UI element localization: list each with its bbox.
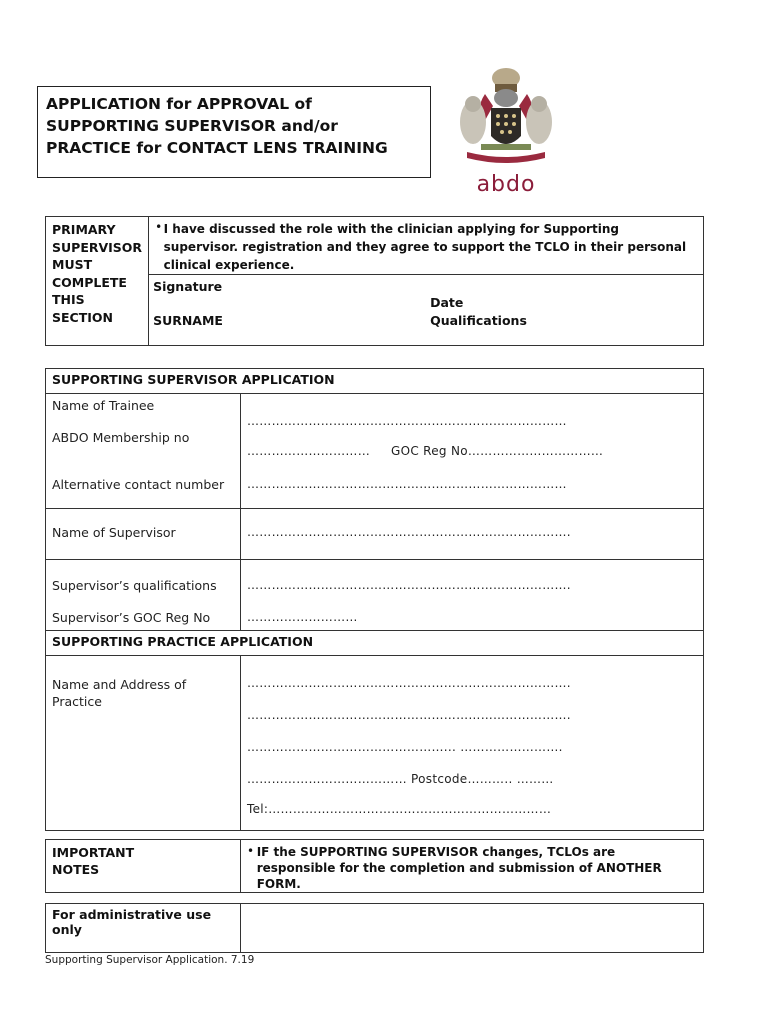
footer-version: Supporting Supervisor Application. 7.19: [45, 954, 255, 966]
admin-label-cell: [46, 904, 241, 953]
supervisor-name-field[interactable]: …………………………………………………………………….: [247, 525, 571, 539]
practice-postcode-line[interactable]: ………………………………… Postcode……….. ………: [247, 772, 554, 786]
supervisor-name-label: Name of Supervisor: [52, 525, 176, 540]
notes-label-cell: [46, 840, 241, 893]
abdo-coat-of-arms-icon: [455, 64, 557, 172]
alt-contact-field[interactable]: ……………………………………………………………………: [247, 477, 567, 491]
admin-use-label: For administrative use only: [52, 907, 212, 937]
membership-label: ABDO Membership no: [52, 430, 190, 445]
notes-text-cell: [241, 840, 704, 893]
supervisor-name-label-cell: [46, 509, 241, 560]
trainee-name-field[interactable]: ……………………………………………………………………: [247, 414, 567, 428]
practice-tel-line[interactable]: Tel:……………………………………………………………: [247, 802, 552, 816]
practice-address-line-1[interactable]: …………………………………………………………………….: [247, 676, 571, 690]
goc-reg-field[interactable]: GOC Reg No……………………………: [391, 444, 604, 458]
trainee-name-label: Name of Trainee: [52, 398, 155, 413]
supervisor-qual-label: Supervisor’s qualifications: [52, 578, 217, 593]
practice-values-cell: [241, 656, 704, 831]
practice-address-line-3[interactable]: …………………………………………... …………………….: [247, 740, 563, 754]
practice-address-label: Name and Address of Practice: [52, 677, 187, 709]
supervisor-application-heading: SUPPORTING SUPERVISOR APPLICATION: [52, 372, 335, 387]
practice-address-line-2[interactable]: …………………………………………………………………….: [247, 708, 571, 722]
surname-label: SURNAME: [153, 313, 223, 328]
trainee-values-cell: [241, 394, 704, 509]
important-notes-label: IMPORTANT NOTES: [52, 845, 135, 877]
supervisor-application-section: [45, 368, 704, 831]
date-label: Date: [430, 295, 464, 310]
primary-signature-cell: [149, 275, 704, 346]
bullet-icon: •: [247, 844, 255, 858]
supervisor-goc-label: Supervisor’s GOC Reg No: [52, 610, 211, 625]
supervisor-name-value-cell: [241, 509, 704, 560]
trainee-labels-cell: [46, 394, 241, 509]
practice-heading-cell: [46, 631, 704, 656]
admin-field-cell[interactable]: [241, 904, 704, 953]
supervisor-qual-values-cell: [241, 560, 704, 631]
alt-contact-label: Alternative contact number: [52, 477, 225, 492]
qualifications-label: Qualifications: [430, 313, 527, 328]
form-title: APPLICATION for APPROVAL of SUPPORTING SUPERVISOR and/or PRACTICE for CONTACT LENS TRAINING: [37, 86, 431, 178]
practice-label-cell: [46, 656, 241, 831]
membership-field[interactable]: …………………………: [247, 444, 370, 458]
admin-section: [45, 903, 704, 953]
supervisor-heading-cell: [46, 369, 704, 394]
bullet-icon: •: [155, 220, 163, 234]
important-notes-section: [45, 839, 704, 893]
abdo-logo: [455, 64, 557, 198]
practice-application-heading: SUPPORTING PRACTICE APPLICATION: [52, 634, 314, 649]
primary-side-label-cell: [46, 217, 149, 346]
supervisor-qual-labels-cell: [46, 560, 241, 631]
primary-statement-cell: [149, 217, 704, 275]
supervisor-goc-field[interactable]: ………………………: [247, 610, 358, 624]
primary-side-label: PRIMARY SUPERVISOR MUST COMPLETE THIS SECTION: [52, 222, 143, 325]
primary-statement: I have discussed the role with the clinician applying for Supporting supervisor. registration and they agree to support the TCLO in their personal clinical experience.: [163, 222, 687, 272]
abdo-logo-text: abdo: [476, 172, 536, 197]
primary-supervisor-section: [45, 216, 704, 346]
signature-label: Signature: [153, 279, 223, 294]
important-notes-text: IF the SUPPORTING SUPERVISOR changes, TCLOs are responsible for the completion and submission of ANOTHER FORM.: [256, 845, 662, 891]
supervisor-qual-field[interactable]: …………………………………………………………………….: [247, 578, 571, 592]
